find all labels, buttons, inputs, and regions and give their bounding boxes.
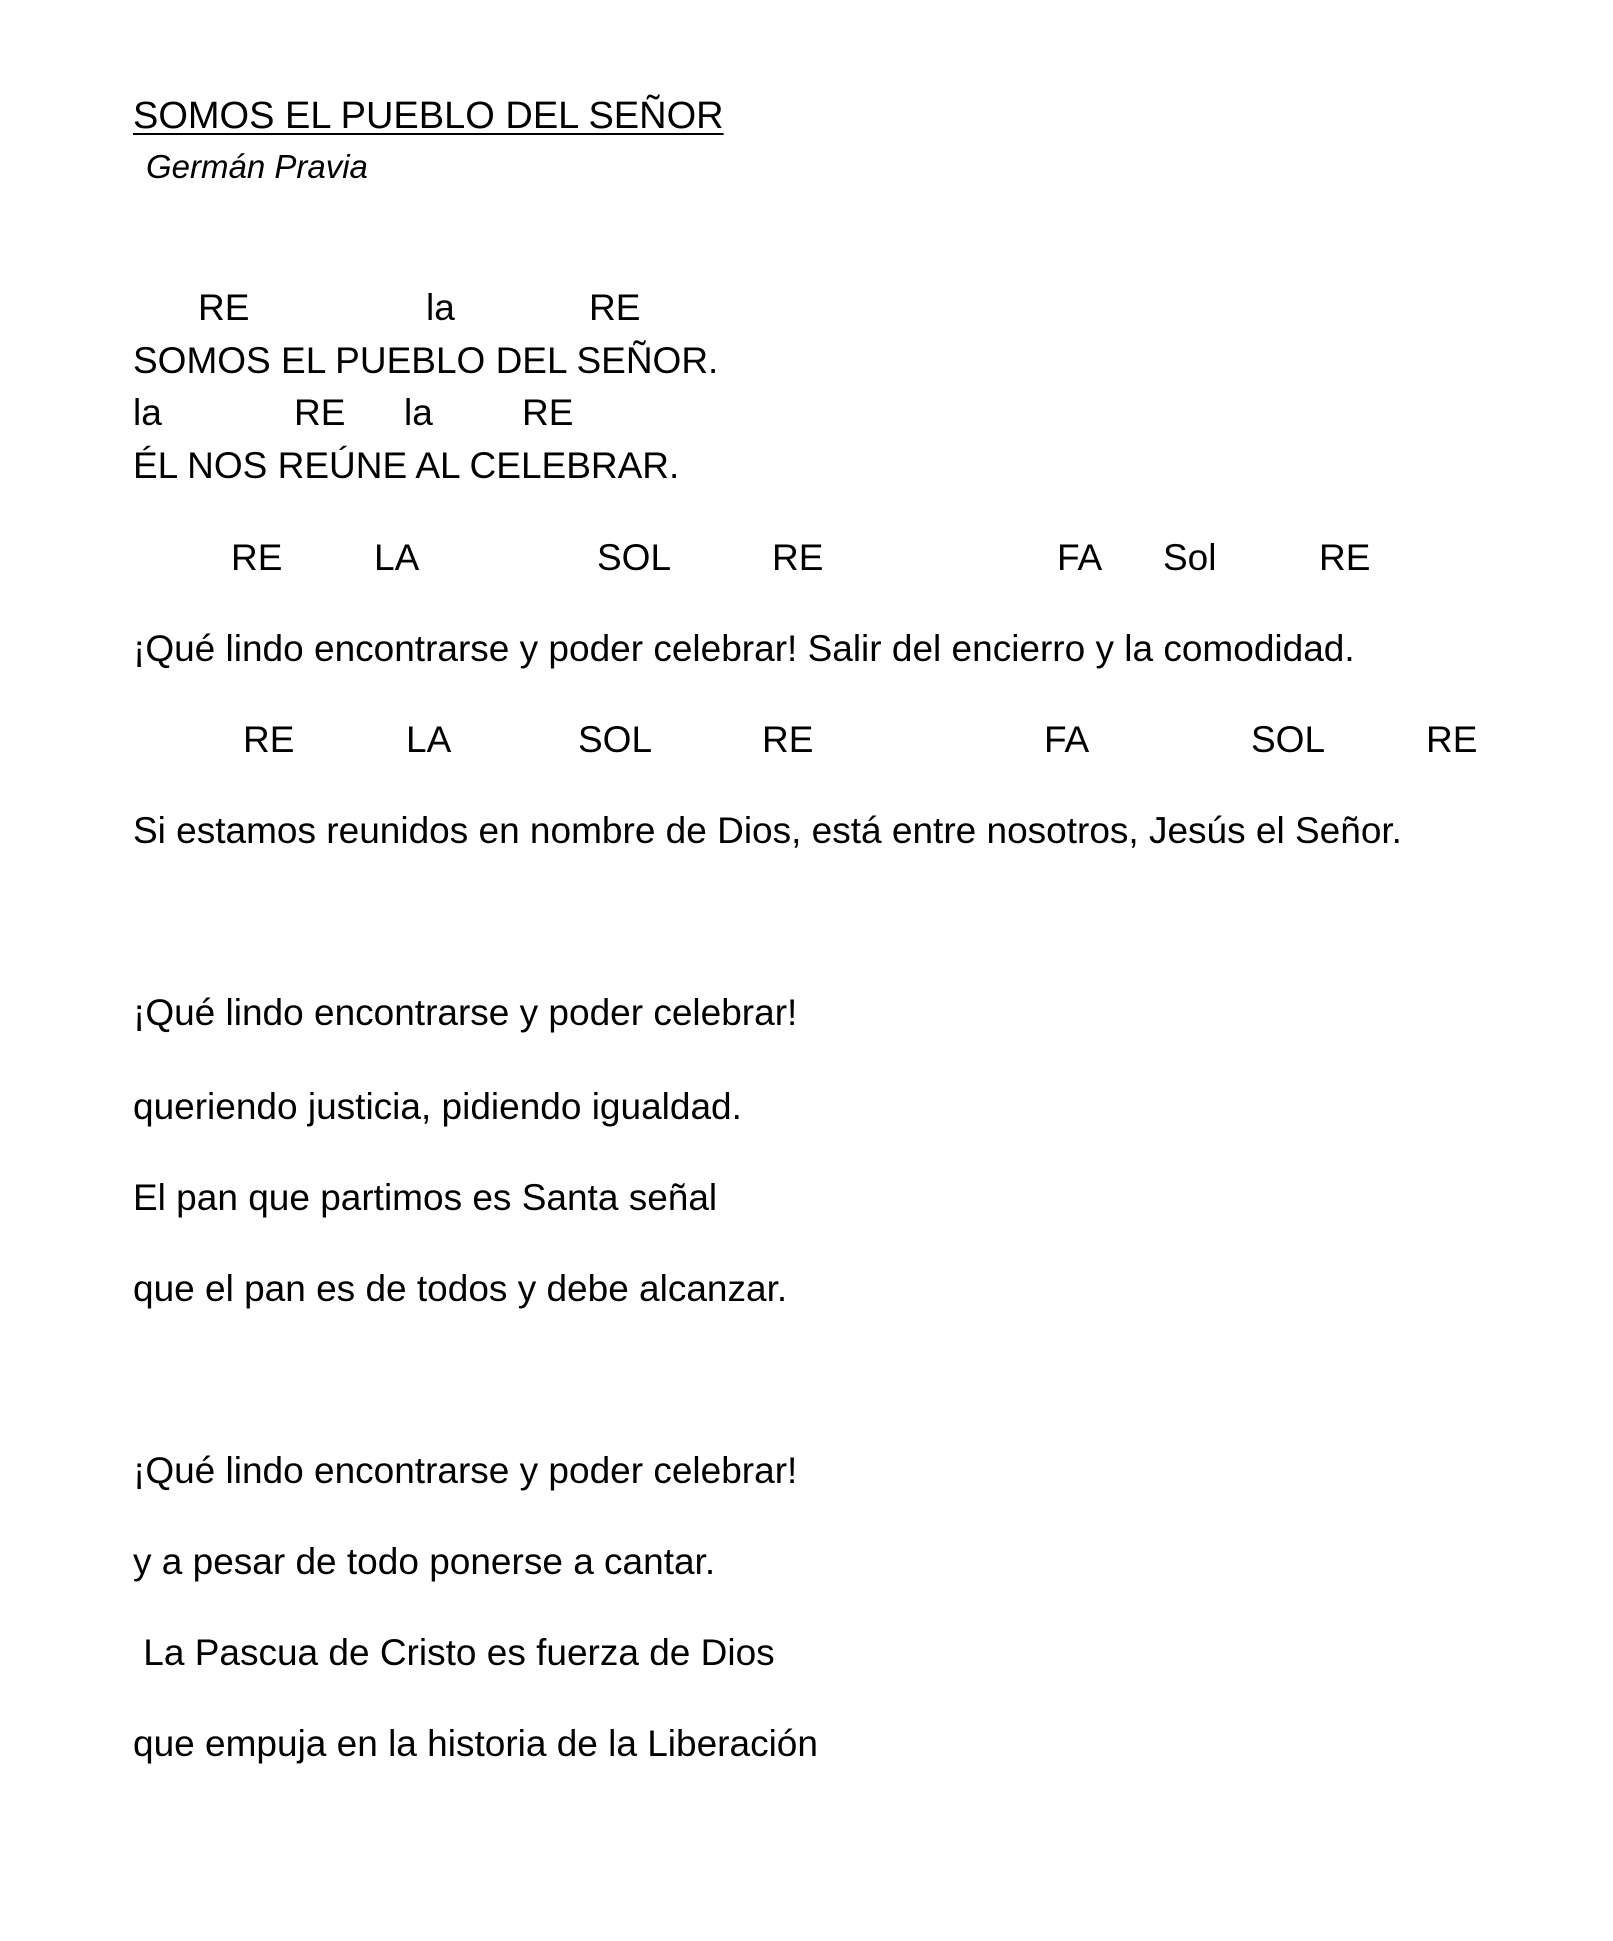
chord: RE (1426, 719, 1478, 760)
chord: SOL (597, 537, 672, 578)
chord: la (404, 392, 433, 433)
chord: RE (231, 537, 283, 578)
chord: RE (1319, 537, 1371, 578)
chord: la (133, 392, 162, 433)
verse-line: La Pascua de Cristo es fuerza de Dios (133, 1632, 775, 1673)
verse-line: y a pesar de todo ponerse a cantar. (133, 1541, 716, 1582)
song-title: SOMOS EL PUEBLO DEL SEÑOR (133, 95, 724, 137)
song-author: Germán Pravia (146, 148, 368, 185)
chord: LA (374, 537, 420, 578)
verse-line: que empuja en la historia de la Liberación (133, 1723, 818, 1764)
chord: SOL (1251, 719, 1326, 760)
verse-line: ¡Qué lindo encontrarse y poder celebrar! (133, 1450, 798, 1491)
chord: RE (522, 392, 574, 433)
chord: RE (198, 287, 250, 328)
chord: la (426, 287, 455, 328)
chord: RE (762, 719, 814, 760)
chord: FA (1044, 719, 1090, 760)
chord: SOL (578, 719, 653, 760)
chord: RE (772, 537, 824, 578)
refrain-line: ÉL NOS REÚNE AL CELEBRAR. (133, 445, 680, 486)
verse-line: Si estamos reunidos en nombre de Dios, está entre nosotros, Jesús el Señor. (133, 810, 1402, 851)
verse-line: que el pan es de todos y debe alcanzar. (133, 1268, 788, 1309)
verse-line: queriendo justicia, pidiendo igualdad. (133, 1086, 742, 1127)
verse-line: ¡Qué lindo encontrarse y poder celebrar! (133, 992, 798, 1033)
chord: RE (589, 287, 641, 328)
chord: RE (294, 392, 346, 433)
refrain-line: SOMOS EL PUEBLO DEL SEÑOR. (133, 340, 719, 381)
chord: Sol (1163, 537, 1217, 578)
chord: LA (406, 719, 452, 760)
chord: RE (243, 719, 295, 760)
verse-line: El pan que partimos es Santa señal (133, 1177, 718, 1218)
verse-line: ¡Qué lindo encontrarse y poder celebrar! Salir del encierro y la comodidad. (133, 628, 1355, 669)
chord: FA (1057, 537, 1103, 578)
